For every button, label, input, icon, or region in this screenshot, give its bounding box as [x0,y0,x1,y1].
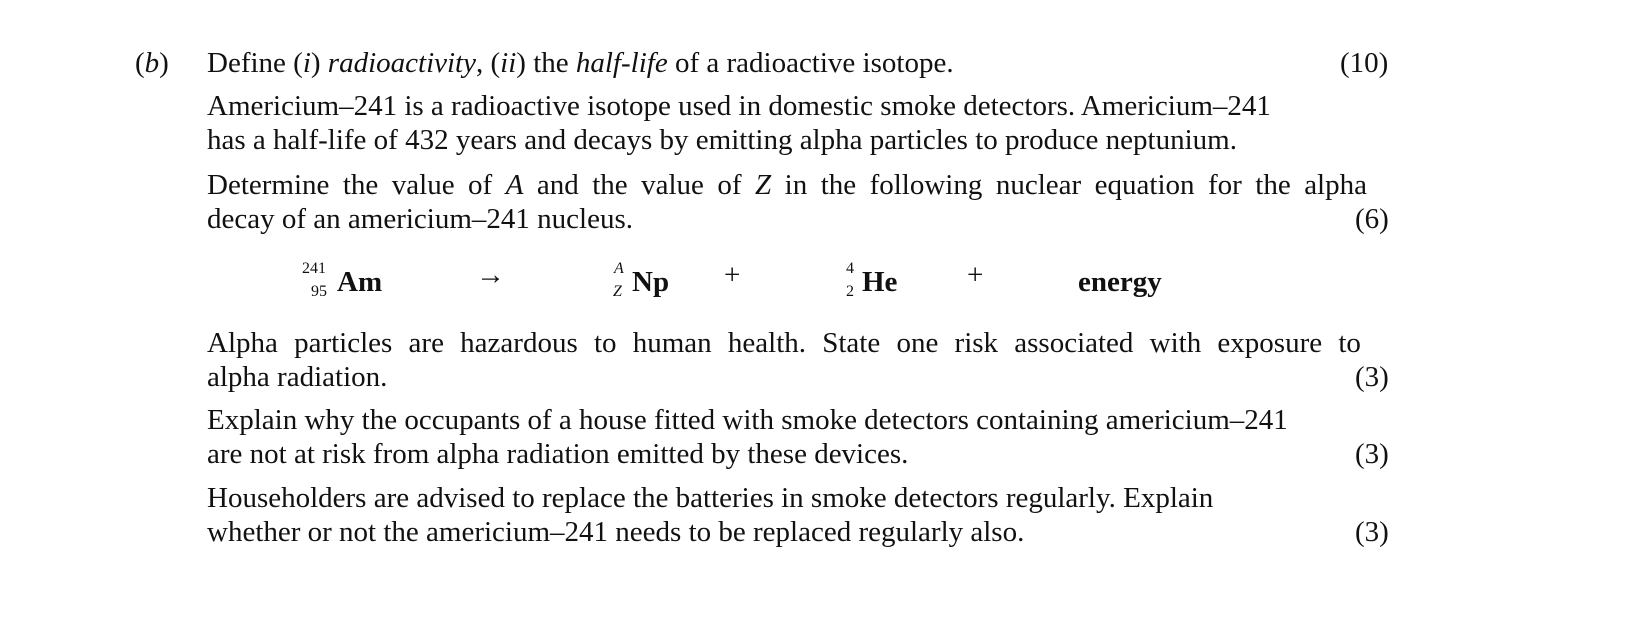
variable-z: Z [755,169,772,201]
am-mass-number: 241 [302,260,326,277]
question-alpha-risk-line-1: Alpha particles are hazardous to human health. State one risk associated with exposure to [207,327,1361,359]
np-mass-number: A [614,260,624,277]
he-atomic-number: 2 [846,283,854,300]
marks-batteries: (3) [1355,516,1389,548]
variable-a: A [505,169,524,201]
marks-occupants: (3) [1355,438,1389,470]
question-determine-line-2: decay of an americium–241 nucleus. [207,203,633,235]
term-half-life: half-life [575,47,668,79]
am-symbol: Am [337,266,383,298]
question-alpha-risk-line-2: alpha radiation. [207,361,388,393]
part-label: (b) [135,47,169,79]
intro-paragraph-line-2: has a half-life of 432 years and decays by emitting alpha particles to produce neptunium. [207,124,1237,156]
part-letter: b [144,47,160,79]
reaction-arrow: → [476,259,505,291]
question-determine-line-1: Determine the value of A and the value of Z in the following nuclear equation for the alpha [207,169,1367,201]
intro-paragraph-line-1: Americium–241 is a radioactive isotope used in domestic smoke detectors. Americium–241 [207,90,1271,122]
question-batteries-line-2: whether or not the americium–241 needs to be replaced regularly also. [207,516,1025,548]
am-atomic-number: 95 [311,283,327,300]
plus-sign: + [724,259,741,291]
energy-term: energy [1078,266,1162,298]
question-batteries-line-1: Householders are advised to replace the batteries in smoke detectors regularly. Explain [207,482,1214,514]
term-radioactivity: radioactivity [327,47,476,79]
he-mass-number: 4 [846,260,854,277]
question-occupants-line-1: Explain why the occupants of a house fitted with smoke detectors containing americium–241 [207,404,1288,436]
marks-define: (10) [1340,47,1389,79]
np-symbol: Np [632,266,670,298]
marks-alpha-risk: (3) [1355,361,1389,393]
marks-determine: (6) [1355,203,1389,235]
plus-sign: + [967,259,984,291]
question-occupants-line-2: are not at risk from alpha radiation emitted by these devices. [207,438,909,470]
question-define: Define (i) radioactivity, (ii) the half-life of a radioactive isotope. [207,47,954,79]
np-atomic-number: Z [613,283,622,300]
he-symbol: He [862,266,898,298]
